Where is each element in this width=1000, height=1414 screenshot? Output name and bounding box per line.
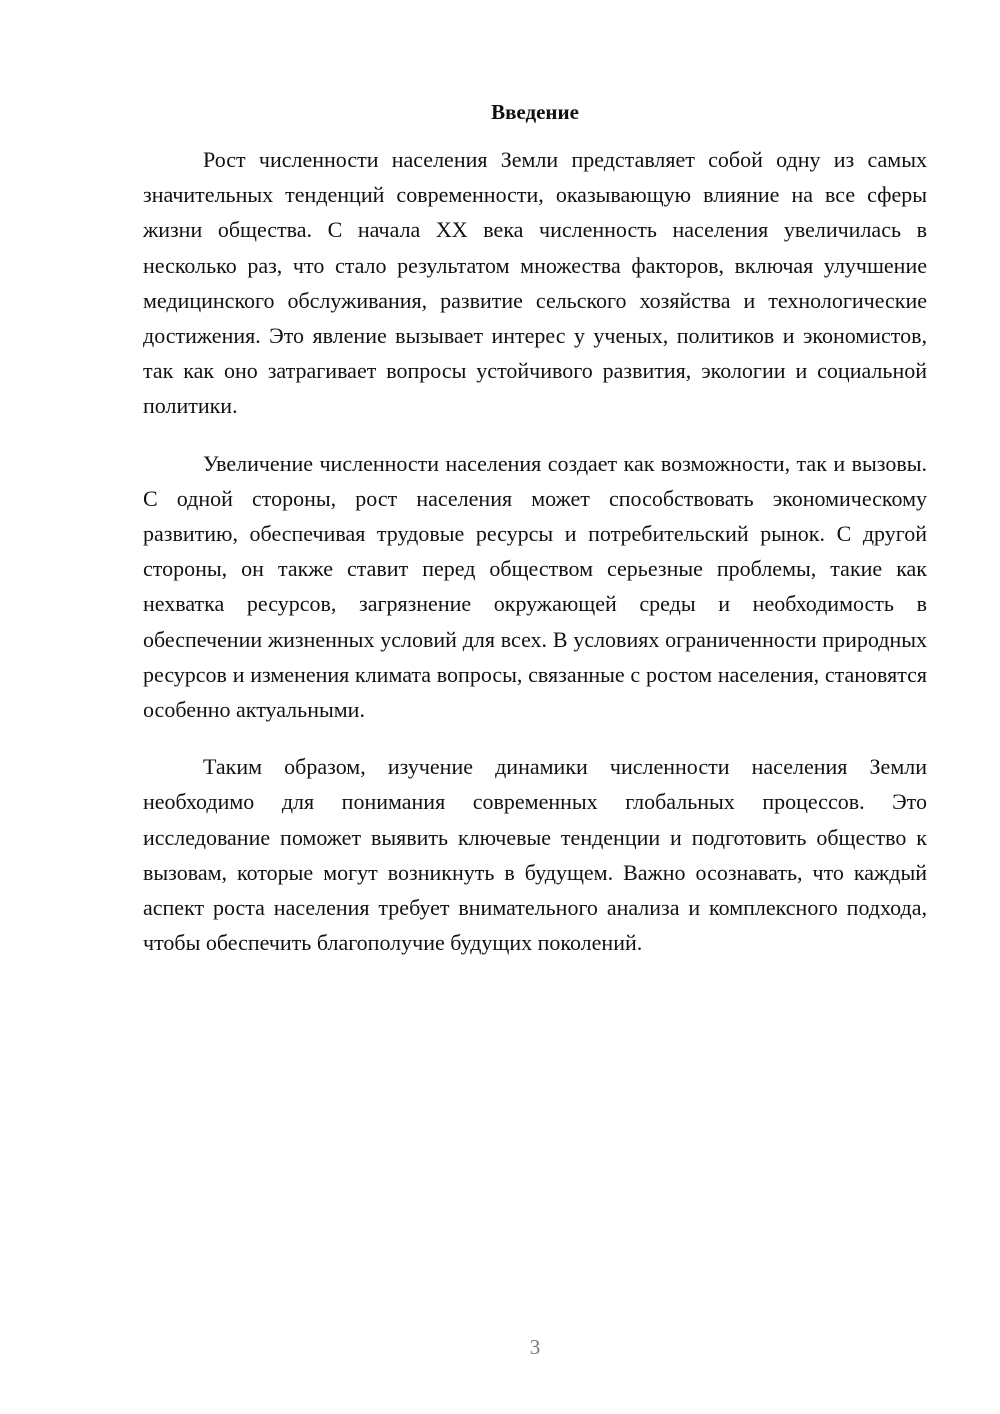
section-title: Введение bbox=[491, 100, 579, 124]
paragraph-1: Рост численности населения Земли представляет собой одну из самых значительных тенденций современности, оказывающую влияние на все сферы жизни общества. С начала XX века численность населения увеличилась в несколько раз, что стало результатом множества факторов, включая улучшение медицинского обслуживания, развитие сельского хозяйства и технологические достижения. Это явление вызывает интерес у ученых, политиков и экономистов, так как оно затрагивает вопросы устойчивого развития, экологии и социальной политики. bbox=[143, 147, 927, 419]
paragraph-3: Таким образом, изучение динамики численности населения Земли необходимо для понимания современных глобальных процессов. Это исследование поможет выявить ключевые тенденции и подготовить общество к вызовам, которые могут возникнуть в будущем. Важно осознавать, что каждый аспект роста населения требует внимательного анализа и комплексного подхода, чтобы обеспечить благополучие будущих поколений. bbox=[143, 754, 927, 956]
body-text bbox=[143, 142, 927, 982]
page-number: 3 bbox=[529, 1335, 541, 1359]
paragraph-2: Увеличение численности населения создает как возможности, так и вызовы. С одной стороны, рост населения может способствовать экономическому развитию, обеспечивая трудовые ресурсы и потребительский рынок. С другой стороны, он также ставит перед обществом серьезные проблемы, такие как нехватка ресурсов, загрязнение окружающей среды и необходимость в обеспечении жизненных условий для всех. В условиях ограниченности природных ресурсов и изменения климата вопросы, связанные с ростом населения, становятся особенно актуальными. bbox=[143, 450, 927, 723]
